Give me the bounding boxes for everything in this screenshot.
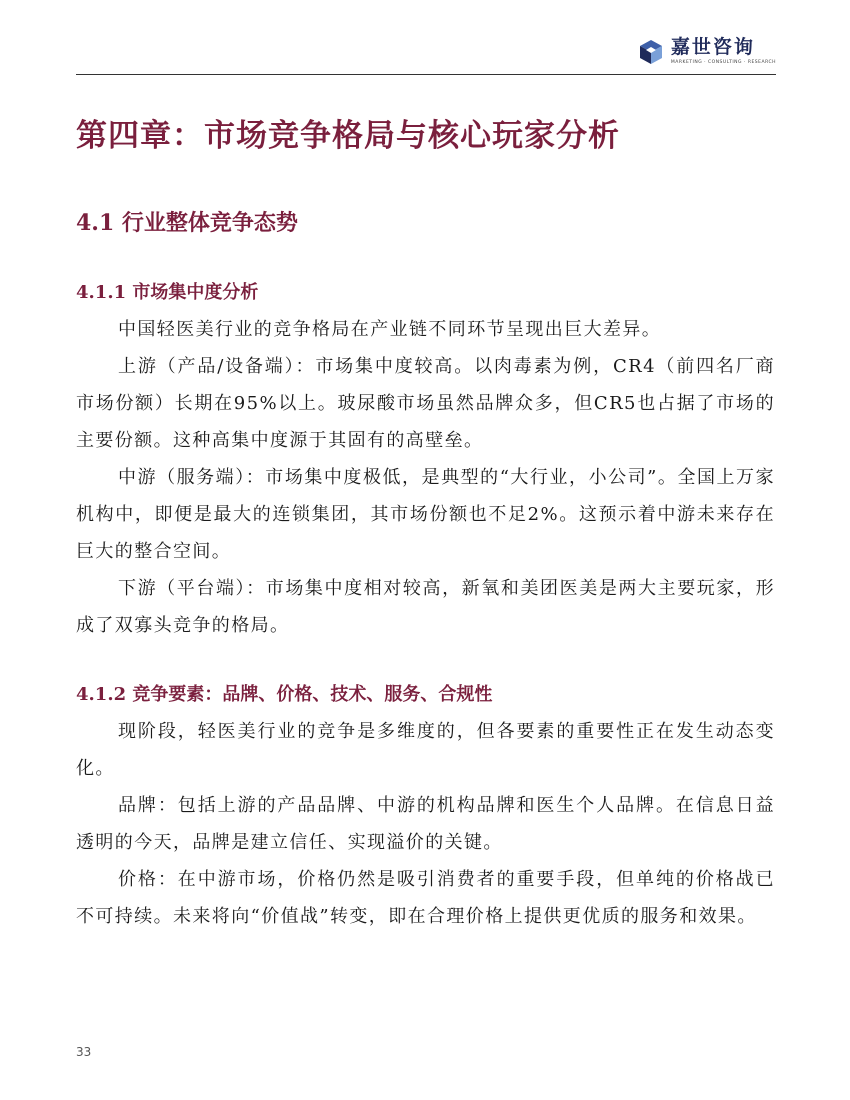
logo-text (671, 36, 776, 65)
subsection-title-4-1-2: 4.1.2 竞争要素：品牌、价格、技术、服务、合规性 (76, 684, 493, 705)
subsection-title-4-1-1: 4.1.1 市场集中度分析 (76, 282, 259, 303)
paragraph: 品牌：包括上游的产品品牌、中游的机构品牌和医生个人品牌。在信息日益透明的今天，品牌是建立信任、实现溢价的关键。 (76, 795, 775, 853)
page-number: 33 (76, 1045, 92, 1059)
paragraph: 中国轻医美行业的竞争格局在产业链不同环节呈现出巨大差异。 (118, 319, 662, 340)
paragraph: 上游（产品/设备端）：市场集中度较高。以肉毒素为例，CR4（前四名厂商市场份额）长期在95%以上。玻尿酸市场虽然品牌众多，但CR5也占据了市场的主要份额。这种高集中度源于其固有的高壁垒。 (76, 356, 775, 451)
chapter-title: 第四章：市场竞争格局与核心玩家分析 (76, 118, 620, 154)
paragraph: 下游（平台端）：市场集中度相对较高，新氧和美团医美是两大主要玩家，形成了双寡头竞争的格局。 (76, 578, 775, 636)
logo-name: 嘉世咨询 (670, 36, 755, 58)
paragraph: 价格：在中游市场，价格仍然是吸引消费者的重要手段，但单纯的价格战已不可持续。未来将向“价值战”转变，即在合理价格上提供更优质的服务和效果。 (76, 869, 775, 927)
page-header (76, 30, 776, 75)
company-logo (637, 36, 776, 66)
section-title-4-1: 4.1 行业整体竞争态势 (76, 210, 298, 236)
paragraph: 现阶段，轻医美行业的竞争是多维度的，但各要素的重要性正在发生动态变化。 (76, 721, 775, 779)
logo-tagline: MARKETING · CONSULTING · RESEARCH (670, 60, 776, 65)
paragraph: 中游（服务端）：市场集中度极低，是典型的“大行业，小公司”。全国上万家机构中，即便是最大的连锁集团，其市场份额也不足2%。这预示着中游未来存在巨大的整合空间。 (76, 467, 775, 562)
logo-mark-icon (637, 38, 665, 66)
